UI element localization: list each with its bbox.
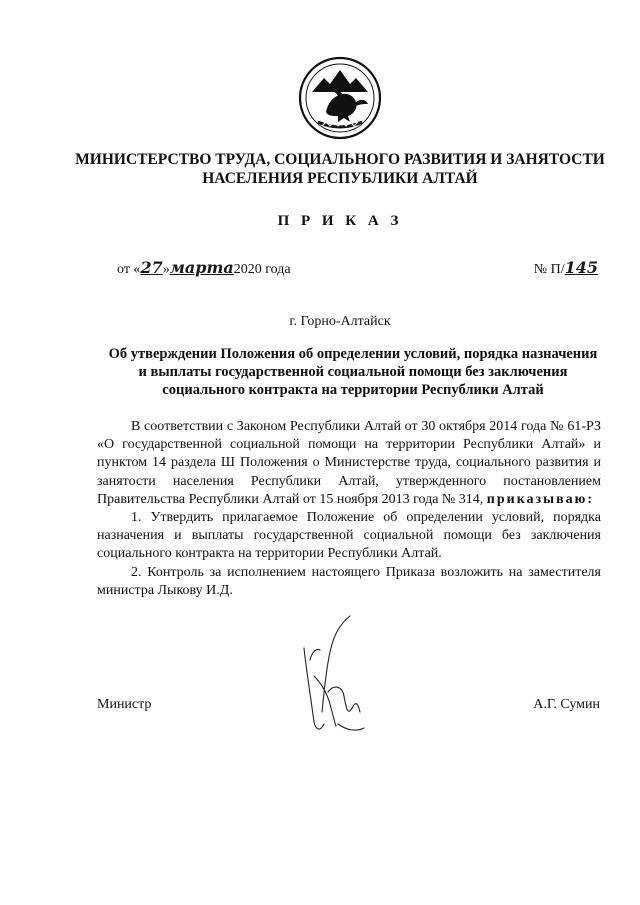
altai-republic-emblem-icon bbox=[298, 56, 382, 140]
order-body bbox=[97, 418, 601, 600]
date-suffix: 2020 года bbox=[233, 262, 291, 277]
date-mid: » bbox=[162, 262, 170, 277]
order-date bbox=[117, 258, 291, 278]
signer-title: Министр bbox=[97, 697, 152, 712]
date-prefix: от « bbox=[117, 262, 141, 277]
city-line: г. Горно-Алтайск bbox=[289, 314, 391, 329]
preamble-paragraph bbox=[97, 418, 601, 509]
item-2-paragraph: 2. Контроль за исполнением настоящего Приказа возложить на заместителя министра Лыкову И.Д. bbox=[97, 564, 601, 598]
item-1-paragraph: 1. Утвердить прилагаемое Положение об определении условий, порядка назначения и выплаты государственной социальной помощи без заключения социального контракта на территории Республики Алтай. bbox=[97, 510, 601, 562]
number-value: 145 bbox=[564, 258, 598, 277]
decree-word: приказываю: bbox=[486, 491, 595, 507]
ministry-line-2: НАСЕЛЕНИЯ РЕСПУБЛИКИ АЛТАЙ bbox=[202, 170, 478, 187]
date-day: 27 bbox=[140, 258, 163, 277]
handwritten-signature-icon bbox=[290, 612, 380, 740]
order-subject bbox=[98, 345, 608, 399]
subject-line-1: Об утверждении Положения об определении условий, порядка назначения bbox=[108, 346, 598, 362]
number-prefix: № П/ bbox=[533, 262, 565, 277]
order-number bbox=[534, 258, 598, 278]
subject-line-2: и выплаты государственной социальной помощи без заключения bbox=[138, 364, 568, 380]
document-type-title: П Р И К А З bbox=[277, 213, 403, 229]
ministry-name bbox=[40, 150, 640, 188]
ministry-line-1: МИНИСТЕРСТВО ТРУДА, СОЦИАЛЬНОГО РАЗВИТИЯ И ЗАНЯТОСТИ bbox=[75, 151, 605, 168]
subject-line-3: социального контракта на территории Республики Алтай bbox=[162, 382, 544, 398]
preamble-text: В соответствии с Законом Республики Алтай от 30 октября 2014 года № 61-РЗ «О государственной социальной помощи на территории Республики Алтай» и пунктом 14 раздела Ш Положения о Министерстве труда, социального развития и занятости населения Республики Алтай, утвержденного постановлением Правительства Республики Алтай от 15 ноября 2013 года № 314, bbox=[97, 419, 601, 507]
date-month: марта bbox=[169, 258, 234, 277]
signer-name: А.Г. Сумин bbox=[533, 697, 600, 712]
